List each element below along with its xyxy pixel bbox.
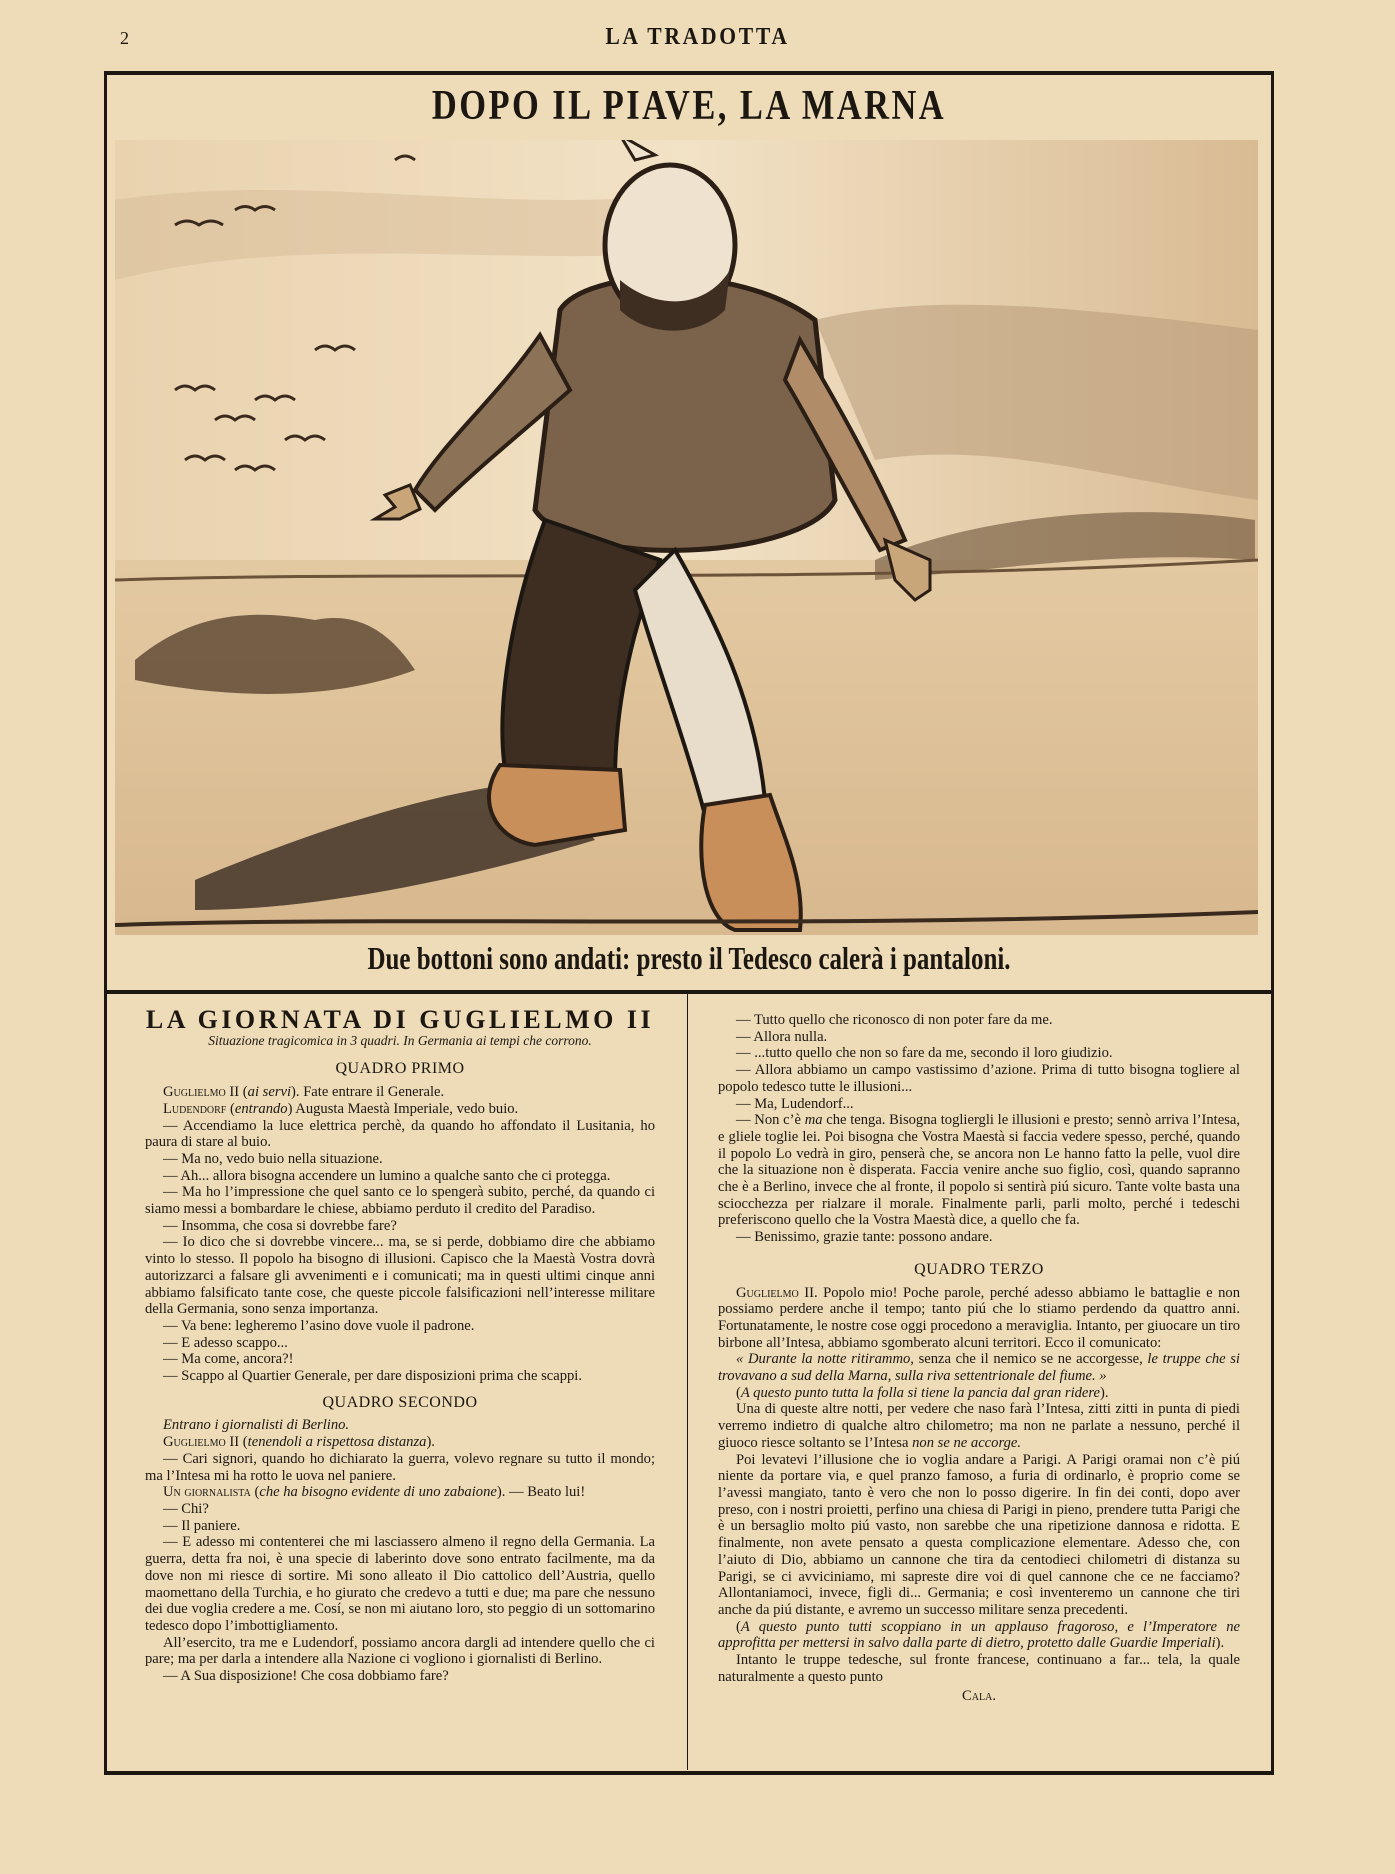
paragraph: [145, 1151, 655, 1168]
italic-text: che ha bisogno evidente di uno zabaione: [259, 1484, 497, 1501]
paragraph: [145, 1168, 655, 1185]
scene-heading: [718, 1262, 1240, 1279]
italic-text: A questo punto tutta la folla si tiene la pancia dal gran ridere: [740, 1384, 1101, 1401]
text-run: — Ah... allora bisogna accendere un lumino a qualche santo che ci protegga.: [163, 1167, 611, 1184]
text-run: ) Augusta Maestà Imperiale, vedo buio.: [287, 1100, 519, 1117]
text-run: — Ma come, ancora?!: [163, 1351, 294, 1368]
paragraph: [145, 1635, 655, 1668]
text-run: — E adesso mi contenterei che mi lasciassero almeno il regno della Germania. La guerra, detta fra noi, è una specie di laberinto dove sono entrato facilmente, ma da dove non mi riesce di sortire. Mi sono alleato il Dio cattolico dell’Austria, quello maomettano della Turchia, e ho giurato che credevo a tutti e due; ma pare che nessuno dei due voglia credere a me. Cosí, se non mi aiutano loro, sto peggio di un sottomarino tedesco dopo l’imbottigliamento.: [145, 1534, 655, 1634]
paragraph: [145, 1101, 655, 1118]
paragraph: [718, 1351, 1240, 1384]
text-run: LA GIORNATA DI GUGLIELMO II: [145, 1005, 655, 1034]
page-number: 2: [120, 28, 129, 48]
article-subtitle: [145, 1033, 655, 1050]
text-run: II. Popolo mio! Poche parole, perché adesso abbiamo le battaglie e non possiamo perdere anche il tempo; tanto piú che lo stiamo perdendo da quattro anni. Fortunatamente, le nostre cose oggi procedono a meraviglia. Intanto, per giuocare un tiro birbone all’Intesa, abbiamo sgomberato alcuni territori. Ecco il comunicato:: [718, 1284, 1240, 1351]
italic-text: non se ne accorge.: [912, 1434, 1022, 1451]
text-run: Una di queste altre notti, per vedere che naso farà l’Intesa, zitti zitti in punta di piedi verremo indietro di qualche altro chilometro; ma non ne parlate a nessuno, perché il giuoco riesce soltanto se l’Intesa: [718, 1401, 1240, 1451]
text-run: — Va bene: legheremo l’asino dove vuole il padrone.: [163, 1317, 475, 1334]
text-run: All’esercito, tra me e Ludendorf, possiamo ancora dargli ad intendere quello che ci pare; ma per darla a intendere alla Nazione ci vogliono i giornalisti di Berlino.: [145, 1634, 655, 1668]
scene-heading: [145, 1395, 655, 1412]
text-run: ). Fate entrare il Generale.: [291, 1084, 445, 1101]
paragraph: [718, 1652, 1240, 1685]
text-run: ). — Beato lui!: [496, 1484, 586, 1501]
article-left-column: [145, 1005, 655, 1685]
text-run: — Non c’è: [736, 1112, 805, 1129]
paragraph: [718, 1619, 1240, 1652]
text-run: — Allora nulla.: [736, 1028, 828, 1045]
text-run: — Ma no, vedo buio nella situazione.: [163, 1150, 383, 1167]
column-divider: [687, 994, 688, 1770]
scene-heading: [145, 1061, 655, 1078]
signature: [718, 1688, 1240, 1705]
italic-text: « Durante la notte ritirammo: [736, 1351, 911, 1368]
horizontal-divider: [104, 990, 1274, 994]
text-run: II (: [225, 1084, 248, 1101]
text-run: che tenga. Bisogna togliergli le illusioni e presto; sennò arriva l’Intesa, e gliele toglie lei. Poi bisogna che Vostra Maestà si faccia vedere spesso, perché, quando il popolo Lo vedrà in giro, penserà che, se ancora non Le hanno fatto la pelle, vuol dire che la situazione non è disperata. Faccia venire anche suo figlio, così, quando sapranno che è a Berlino, invece che al fronte, il popolo si sentirà piú sicuro. Tante volte basta una sciocchezza per rialzare il morale. Finalmente parli, parli molto, perché i tedeschi preferiscono quello che la Vostra Maestà dice, a quello che fa.: [718, 1112, 1240, 1229]
paragraph: [718, 1285, 1240, 1352]
paragraph: [145, 1118, 655, 1151]
italic-text: ma: [804, 1112, 823, 1129]
paragraph: [145, 1234, 655, 1318]
text-run: — Scappo al Quartier Generale, per dare disposizioni prima che scappi.: [163, 1368, 583, 1385]
text-run: — Tutto quello che riconosco di non poter fare da me.: [736, 1012, 1053, 1028]
speaker-name: Un giornalista: [163, 1484, 251, 1501]
paragraph: [718, 1062, 1240, 1095]
italic-text: tenendoli a rispettosa distanza: [247, 1434, 427, 1451]
paragraph: [145, 1351, 655, 1368]
text-run: ).: [426, 1434, 435, 1451]
paragraph: [718, 1012, 1240, 1029]
paragraph: [718, 1401, 1240, 1451]
text-run: — ...tutto quello che non so fare da me, secondo il loro giudizio.: [736, 1045, 1113, 1062]
speaker-name: Ludendorf: [163, 1100, 227, 1117]
paragraph: [145, 1084, 655, 1101]
paragraph: [718, 1229, 1240, 1246]
text-run: — Io dico che si dovrebbe vincere... ma, se si perde, dobbiamo dire che abbiamo vinto lo stesso. Il popolo ha bisogno di illusioni. Capisco che la Maestà Vostra dovrà autorizzarci a falsare gli avvenimenti e i comunicati; ma in questi ultimi cinque anni abbiamo falsificato tante cose, che queste piccole falsificazioni nell’interesse militare della Germania, sono senza importanza.: [145, 1234, 655, 1318]
text-run: Cala.: [962, 1688, 996, 1705]
italic-text: e l’Imperatore ne approfitta per mettersi in salvo dalla parte di dietro, protetto dalle Guardie Imperiali: [718, 1618, 1241, 1652]
text-run: — Ma, Ludendorf...: [736, 1095, 854, 1112]
text-run: (: [250, 1484, 260, 1501]
text-run: Situazione tragicomica in 3 quadri. In Germania ai tempi che corrono.: [208, 1032, 592, 1048]
paragraph: [145, 1501, 655, 1518]
cartoon-caption: Due bottoni sono andati: presto il Tedesco calerà i pantaloni.: [367, 940, 1011, 976]
text-run: QUADRO PRIMO: [335, 1060, 465, 1078]
italic-text: le truppe che si trovavano a sud della Marna, sulla riva settentrionale del fiume. »: [718, 1351, 1240, 1385]
text-run: — Allora abbiamo un campo vastissimo d’azione. Prima di tutto bisogna togliere al popolo tedesco tutte le illusioni...: [718, 1062, 1240, 1095]
italic-text: entrando: [234, 1100, 288, 1117]
paragraph: [718, 1385, 1240, 1402]
paragraph: [718, 1029, 1240, 1046]
text-run: — Accendiamo la luce elettrica perchè, da quando ho affondato il Lusitania, ho paura di stare al buio.: [145, 1117, 655, 1151]
text-run: — Cari signori, quando ho dichiarato la guerra, volevo regnare su tutto il mondo; ma l’Intesa mi ha rotto le uova nel paniere.: [145, 1450, 655, 1484]
italic-text: Entrano i giornalisti di Berlino.: [163, 1417, 350, 1434]
text-run: (: [736, 1618, 741, 1635]
text-run: ).: [1100, 1384, 1109, 1401]
cartoon-title: DOPO IL PIAVE, LA MARNA: [431, 83, 947, 129]
paragraph: [145, 1218, 655, 1235]
text-run: — Il paniere.: [163, 1517, 241, 1534]
text-run: QUADRO TERZO: [914, 1260, 1044, 1278]
text-run: ).: [1215, 1635, 1225, 1652]
article-title: [145, 1005, 655, 1034]
text-run: (: [226, 1100, 235, 1117]
paragraph: [718, 1452, 1240, 1619]
paragraph: [145, 1451, 655, 1484]
paragraph: [145, 1368, 655, 1385]
paragraph: [145, 1534, 655, 1634]
speaker-name: Guglielmo: [163, 1434, 226, 1451]
text-run: — Benissimo, grazie tante: possono andare.: [736, 1229, 993, 1246]
text-run: Intanto le truppe tedesche, sul fronte francese, continuano a far... tela, la quale naturalmente a questo punto: [718, 1652, 1240, 1685]
speaker-name: Guglielmo: [163, 1084, 226, 1101]
text-run: (: [736, 1384, 741, 1401]
article-right-column: [718, 1012, 1240, 1705]
paragraph: [718, 1045, 1240, 1062]
paragraph: [145, 1518, 655, 1535]
paragraph: [145, 1184, 655, 1217]
text-run: ,: [1114, 1618, 1128, 1635]
masthead: LA TRADOTTA: [605, 24, 790, 50]
italic-text: A questo punto tutti scoppiano in un applauso fragoroso: [740, 1618, 1115, 1635]
text-run: — Ma ho l’impressione che quel santo ce lo spengerà subito, perché, da quando ci siamo messi a bombardare le chiese, abbiamo perduto il credito del Paradiso.: [145, 1184, 655, 1218]
spacer: [718, 1246, 1240, 1252]
cartoon-illustration: [115, 140, 1258, 935]
text-run: — E adesso scappo...: [163, 1334, 288, 1351]
text-run: QUADRO SECONDO: [322, 1393, 478, 1411]
text-run: Poi levatevi l’illusione che io voglia andare a Parigi. A Parigi oramai non c’è piú niente da portare via, e quel pranzo famoso, a furia di ordinarlo, è proprio come se l’avessi mangiato, tanto è vero che non lo posso digerire. In fin dei conti, dopo aver preso, con i nostri proietti, perfino una chiesa di Parigi in pieno, prendere tutta Parigi che è un bersaglio molto piú vasto, non sarebbe che una ripetizione dannosa e ridotta. E finalmente, non avete pensato a questa complicazione elementare. Adesso che, con l’aiuto di Dio, abbiamo un cannone che tira da centodieci chilometri di distanza su Parigi, se ci avviciniamo, mi sapreste dire voi di quel cannone che ce ne facciamo? Allontaniamoci, invece, figli di... Germania; e così inventeremo un cannone che tiri anche da piú distante, e avremo un successo militare senza precedenti.: [718, 1451, 1240, 1618]
paragraph: [145, 1668, 655, 1685]
paragraph: [145, 1484, 655, 1501]
paragraph: [718, 1096, 1240, 1113]
text-run: — A Sua disposizione! Che cosa dobbiamo fare?: [163, 1668, 449, 1685]
text-run: II (: [225, 1434, 248, 1451]
paragraph: [145, 1318, 655, 1335]
speaker-name: Guglielmo: [736, 1284, 799, 1301]
text-run: , senza che il nemico se ne accorgesse,: [910, 1351, 1148, 1368]
paragraph: [145, 1335, 655, 1352]
text-run: — Chi?: [163, 1500, 209, 1517]
italic-text: ai servi: [247, 1084, 292, 1101]
text-run: — Insomma, che cosa si dovrebbe fare?: [163, 1217, 397, 1234]
paragraph: [718, 1112, 1240, 1229]
paragraph: [145, 1434, 655, 1451]
paragraph: [145, 1417, 655, 1434]
